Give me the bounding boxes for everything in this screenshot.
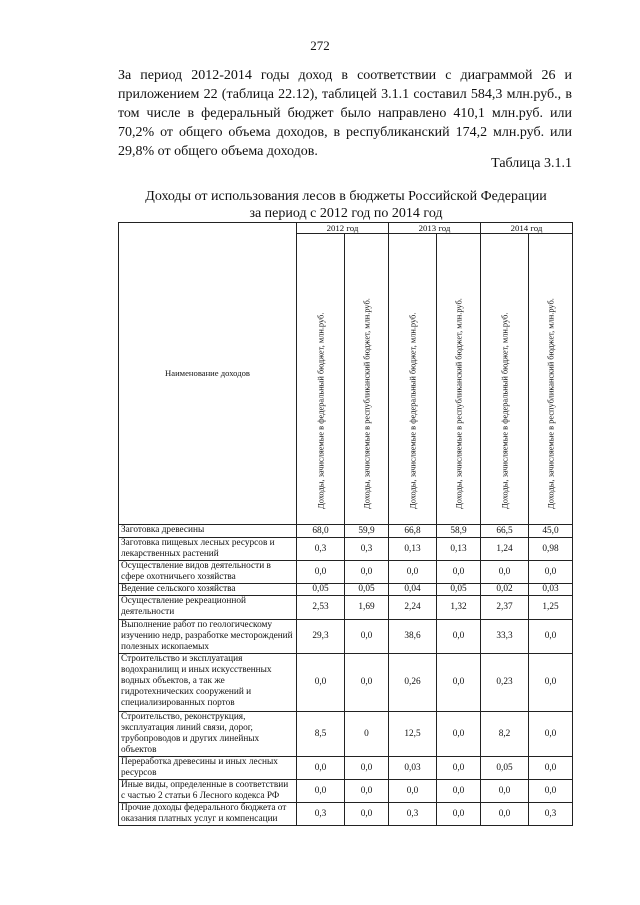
value-cell: 0,0: [297, 654, 345, 712]
col-federal-2012: Доходы, зачисляемые в федеральный бюджет, млн.руб.: [297, 234, 345, 525]
table-row: [119, 561, 573, 584]
table-body: [119, 525, 573, 826]
value-cell: 0,0: [437, 654, 481, 712]
value-cell: 0,0: [297, 780, 345, 803]
value-cell: 68,0: [297, 525, 345, 538]
value-cell: 0,0: [297, 757, 345, 780]
table-title-line-2: за период с 2012 год по 2014 год: [249, 206, 443, 221]
value-cell: 0,0: [437, 712, 481, 757]
table-row: [119, 712, 573, 757]
table-row: [119, 525, 573, 538]
value-cell: 0,0: [481, 561, 529, 584]
value-cell: 0,3: [345, 538, 389, 561]
col-republic-2013: Доходы, зачисляемые в республиканский бюджет, млн.руб.: [437, 234, 481, 525]
col-republic-2012: Доходы, зачисляемые в республиканский бюджет, млн.руб.: [345, 234, 389, 525]
row-name-cell: Строительство, реконструкция, эксплуатация линий связи, дорог, трубопроводов и других линейных объектов: [119, 712, 297, 757]
value-cell: 0,0: [389, 780, 437, 803]
value-cell: 0,03: [529, 584, 573, 596]
row-name-cell: Выполнение работ по геологическому изучению недр, разработке месторождений полезных ископаемых: [119, 620, 297, 654]
value-cell: 58,9: [437, 525, 481, 538]
col-federal-2014: Доходы, зачисляемые в федеральный бюджет, млн.руб.: [481, 234, 529, 525]
value-cell: 1,25: [529, 596, 573, 620]
value-cell: 0,0: [345, 780, 389, 803]
row-name-cell: Прочие доходы федерального бюджета от оказания платных услуг и компенсации: [119, 803, 297, 826]
row-name-cell: Ведение сельского хозяйства: [119, 584, 297, 596]
value-cell: 0,0: [529, 757, 573, 780]
body-paragraph: За период 2012-2014 годы доход в соответствии с диаграммой 26 и приложением 22 (таблица 22.12), таблицей 3.1.1 составил 584,3 млн.руб., в том числе в федеральный бюджет было направлено 410,1 млн.руб. или 70,2% от общего объема доходов, в республиканский 174,2 млн.руб. или 29,8% от общего объема доходов.: [118, 68, 572, 159]
value-cell: 0,0: [529, 561, 573, 584]
value-cell: 33,3: [481, 620, 529, 654]
value-cell: 0,0: [297, 561, 345, 584]
table-row: [119, 596, 573, 620]
value-cell: 0,13: [437, 538, 481, 561]
value-cell: 1,32: [437, 596, 481, 620]
value-cell: 0,0: [437, 780, 481, 803]
table-row: [119, 654, 573, 712]
row-name-cell: Осуществление рекреационной деятельности: [119, 596, 297, 620]
value-cell: 0,26: [389, 654, 437, 712]
table-row: [119, 780, 573, 803]
value-cell: 0,0: [345, 561, 389, 584]
table-row: [119, 757, 573, 780]
value-cell: 66,8: [389, 525, 437, 538]
value-cell: 0,0: [529, 620, 573, 654]
table-title-line-1: Доходы от использования лесов в бюджеты Российской Федерации: [145, 189, 547, 204]
value-cell: 0,02: [481, 584, 529, 596]
value-cell: 12,5: [389, 712, 437, 757]
value-cell: 2,53: [297, 596, 345, 620]
table-row: [119, 620, 573, 654]
value-cell: 0,0: [345, 620, 389, 654]
value-cell: 0,0: [529, 712, 573, 757]
value-cell: 0,0: [481, 780, 529, 803]
value-cell: 8,5: [297, 712, 345, 757]
value-cell: 0,0: [345, 803, 389, 826]
value-cell: 0,3: [297, 803, 345, 826]
row-name-cell: Заготовка пищевых лесных ресурсов и лекарственных растений: [119, 538, 297, 561]
col-republic-2014: Доходы, зачисляемые в республиканский бюджет, млн.руб.: [529, 234, 573, 525]
value-cell: 0,0: [437, 757, 481, 780]
value-cell: 0: [345, 712, 389, 757]
value-cell: 0,0: [345, 654, 389, 712]
value-cell: 0,3: [297, 538, 345, 561]
table-row: [119, 538, 573, 561]
value-cell: 0,05: [481, 757, 529, 780]
value-cell: 0,05: [297, 584, 345, 596]
row-name-cell: Переработка древесины и иных лесных ресурсов: [119, 757, 297, 780]
value-cell: 0,23: [481, 654, 529, 712]
income-table: [118, 222, 573, 826]
value-cell: 0,0: [437, 620, 481, 654]
col-federal-2013: Доходы, зачисляемые в федеральный бюджет, млн.руб.: [389, 234, 437, 525]
value-cell: 0,0: [529, 654, 573, 712]
value-cell: 0,0: [345, 757, 389, 780]
value-cell: 0,3: [529, 803, 573, 826]
value-cell: 2,24: [389, 596, 437, 620]
row-name-cell: Строительство и эксплуатация водохранилищ и иных искусственных водных объектов, а так же гидротехнических сооружений и специализированных портов: [119, 654, 297, 712]
value-cell: 0,03: [389, 757, 437, 780]
year-header-2014: 2014 год: [481, 223, 573, 234]
value-cell: 0,04: [389, 584, 437, 596]
year-header-row: [119, 223, 573, 234]
row-name-cell: Иные виды, определенные в соответствии с частью 2 статьи 6 Лесного кодекса РФ: [119, 780, 297, 803]
value-cell: 0,0: [529, 780, 573, 803]
value-cell: 0,0: [481, 803, 529, 826]
row-name-cell: Осуществление видов деятельности в сфере охотничьего хозяйства: [119, 561, 297, 584]
year-header-2012: 2012 год: [297, 223, 389, 234]
value-cell: 0,3: [389, 803, 437, 826]
value-cell: 0,0: [437, 803, 481, 826]
value-cell: 0,05: [345, 584, 389, 596]
value-cell: 38,6: [389, 620, 437, 654]
table-row: [119, 584, 573, 596]
value-cell: 66,5: [481, 525, 529, 538]
page-number: 272: [310, 38, 330, 53]
value-cell: 0,98: [529, 538, 573, 561]
value-cell: 0,0: [437, 561, 481, 584]
value-cell: 59,9: [345, 525, 389, 538]
value-cell: 0,0: [389, 561, 437, 584]
value-cell: 45,0: [529, 525, 573, 538]
table-row: [119, 803, 573, 826]
value-cell: 1,69: [345, 596, 389, 620]
name-column-header: Наименование доходов: [119, 223, 297, 525]
value-cell: 8,2: [481, 712, 529, 757]
value-cell: 2,37: [481, 596, 529, 620]
row-name-cell: Заготовка древесины: [119, 525, 297, 538]
year-header-2013: 2013 год: [389, 223, 481, 234]
value-cell: 29,3: [297, 620, 345, 654]
table-label: Таблица 3.1.1: [491, 156, 572, 171]
value-cell: 0,13: [389, 538, 437, 561]
value-cell: 1,24: [481, 538, 529, 561]
table-title: [112, 188, 580, 222]
value-cell: 0,05: [437, 584, 481, 596]
